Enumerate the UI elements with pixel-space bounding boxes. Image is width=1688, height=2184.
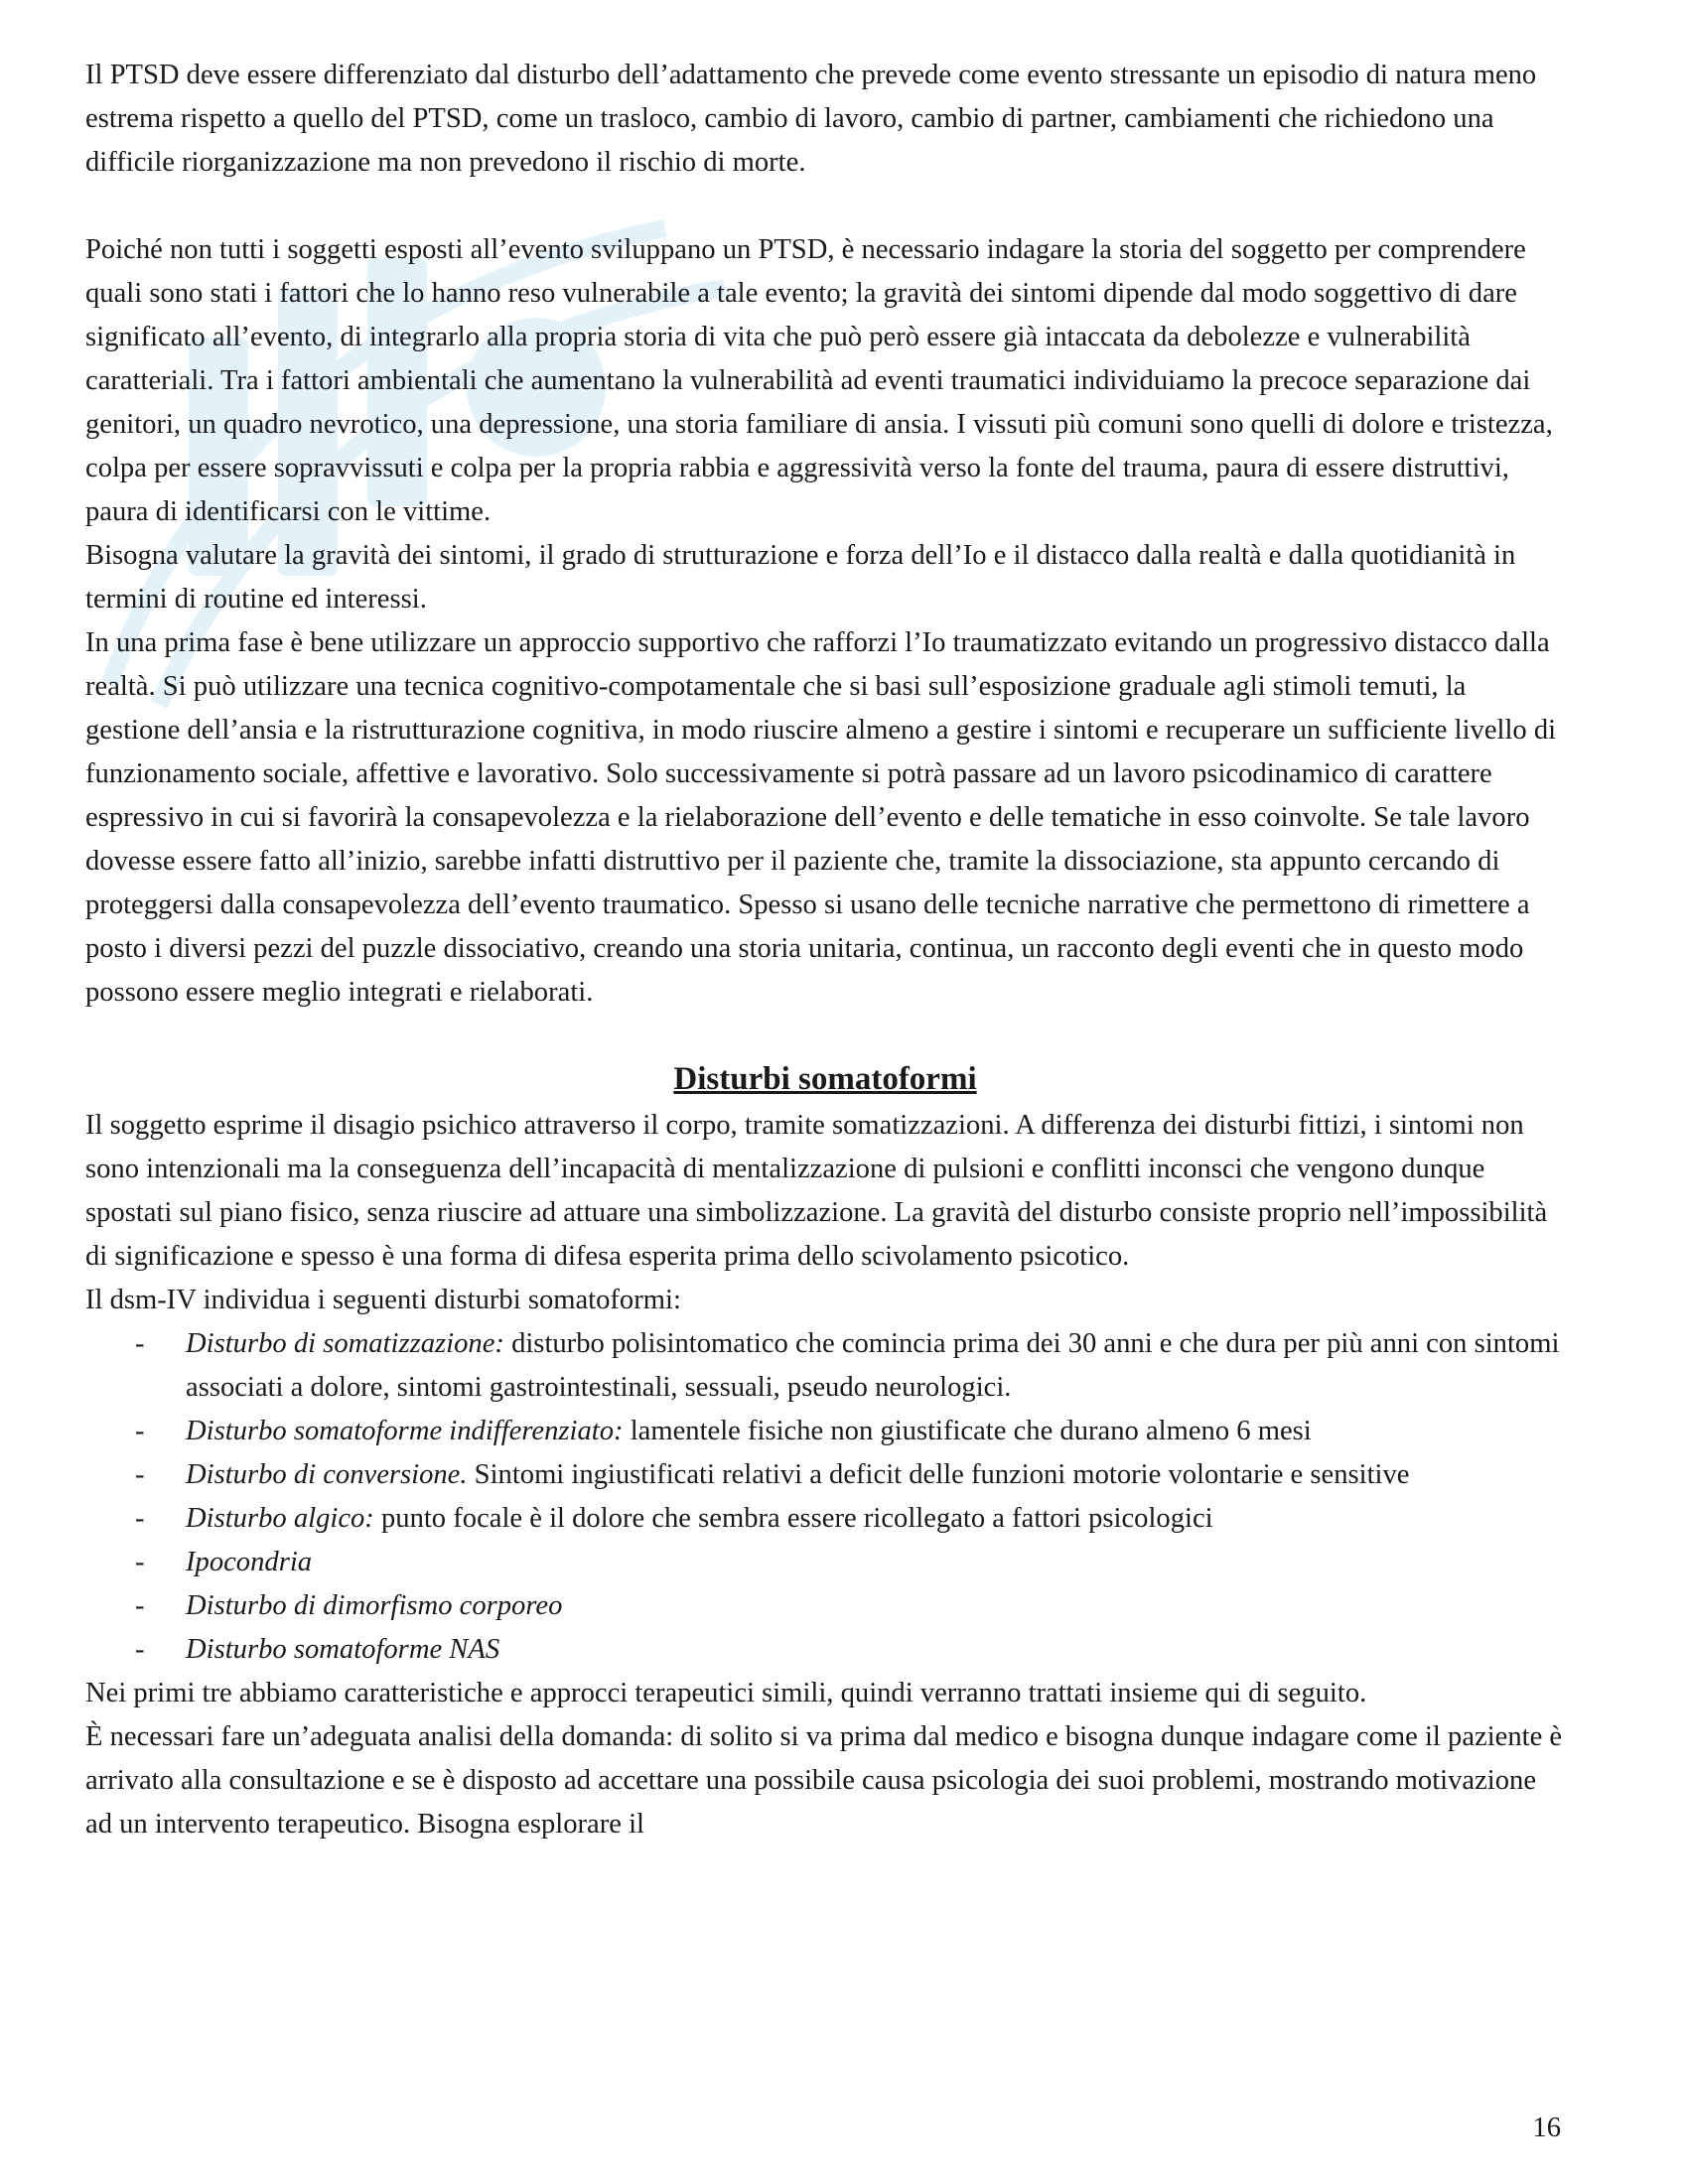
disorder-description: disturbo polisintomatico che comincia prima dei 30 anni e che dura per più anni con sintomi associati a dolore, sintomi gastrointestinali, sessuali, pseudo neurologici.: [186, 1328, 1560, 1403]
bullet-dash: -: [135, 1503, 145, 1534]
paragraph-vulnerability: Poiché non tutti i soggetti esposti all’evento sviluppano un PTSD, è necessario indagare la storia del soggetto per comprendere quali sono stati i fattori che lo hanno reso vulnerabile a tale evento; la gravità dei sintomi dipende dal modo soggettivo di dare significato all’evento, di integrarlo alla propria storia di vita che può però essere già intaccata da debolezze e vulnerabilità caratteriali. Tra i fattori ambientali che aumentano la vulnerabilità ad eventi traumatici individuiamo la precoce separazione dai genitori, un quadro nevrotico, una depressione, una storia familiare di ansia. I vissuti più comuni sono quelli di dolore e tristezza, colpa per essere sopravvissuti e colpa per la propria rabbia e aggressività verso la fonte del trauma, paura di essere distruttivi, paura di identificarsi con le vittime.: [85, 234, 1553, 527]
disorder-description: lamentele fisiche non giustificate che durano almeno 6 mesi: [623, 1416, 1312, 1446]
page-number: 16: [1532, 2113, 1561, 2143]
bullet-dash: -: [135, 1328, 145, 1359]
paragraph-assessment: Bisogna valutare la gravità dei sintomi, il grado di strutturazione e forza dell’Io e il distacco dalla realtà e dalla quotidianità in termini di routine ed interessi.: [85, 540, 1516, 614]
disorder-term: Disturbo somatoforme indifferenziato:: [186, 1416, 624, 1446]
bullet-dash: -: [135, 1459, 145, 1490]
list-item: [85, 1322, 1565, 1410]
list-item: [85, 1453, 1565, 1497]
list-item: [85, 1628, 1565, 1672]
paragraph-ptsd-differentiation: Il PTSD deve essere differenziato dal disturbo dell’adattamento che prevede come evento stressante un episodio di natura meno estrema rispetto a quello del PTSD, come un trasloco, cambio di lavoro, cambio di partner, cambiamenti che richiedono una difficile riorganizzazione ma non prevedono il rischio di morte.: [85, 60, 1537, 178]
section-spacer: [85, 1015, 1565, 1054]
paragraph-spacer: [85, 185, 1565, 228]
paragraph-demand-analysis: È necessari fare un’adeguata analisi della domanda: di solito si va prima dal medico e bisogna dunque indagare come il paziente è arrivato alla consultazione e se è disposto ad accettare una possibile causa psicologia dei suoi problemi, mostrando motivazione ad un intervento terapeutico. Bisogna esplorare il: [85, 1721, 1563, 1840]
bullet-dash: -: [135, 1634, 145, 1665]
list-item: [85, 1584, 1565, 1628]
disorder-term: Disturbo algico:: [186, 1503, 374, 1534]
disorder-term: Disturbo di somatizzazione:: [186, 1328, 504, 1359]
list-item: [85, 1541, 1565, 1584]
paragraph-somatoform-intro: Il soggetto esprime il disagio psichico attraverso il corpo, tramite somatizzazioni. A differenza dei disturbi fittizi, i sintomi non sono intenzionali ma la conseguenza dell’incapacità di mentalizzazione di pulsioni e conflitti inconsci che vengono dunque spostati sul piano fisico, senza riuscire ad attuare una simbolizzazione. La gravità del disturbo consiste proprio nell’impossibilità di significazione e spesso è una forma di difesa esperita prima dello scivolamento psicotico.: [85, 1110, 1548, 1272]
list-item: [85, 1497, 1565, 1541]
disorder-description: punto focale è il dolore che sembra essere ricollegato a fattori psicologici: [373, 1503, 1213, 1534]
paragraph-treatment: In una prima fase è bene utilizzare un approccio supportivo che rafforzi l’Io traumatizzato evitando un progressivo distacco dalla realtà. Si può utilizzare una tecnica cognitivo-compotamentale che si basi sull’esposizione graduale agli stimoli temuti, la gestione dell’ansia e la ristrutturazione cognitiva, in modo riuscire almeno a gestire i sintomi e recuperare un sufficiente livello di funzionamento sociale, affettive e lavorativo. Solo successivamente si potrà passare ad un lavoro psicodinamico di carattere espressivo in cui si favorirà la consapevolezza e la rielaborazione dell’evento e delle tematiche in esso coinvolte. Se tale lavoro dovesse essere fatto all’inizio, sarebbe infatti distruttivo per il paziente che, tramite la dissociazione, sta appunto cercando di proteggersi dalla consapevolezza dell’evento traumatico. Spesso si usano delle tecniche narrative che permettono di rimettere a posto i diversi pezzi del puzzle dissociativo, creando una storia unitaria, continua, un racconto degli eventi che in questo modo possono essere meglio integrati e rielaborati.: [85, 627, 1557, 1008]
disorder-term: Disturbo somatoforme NAS: [186, 1634, 500, 1665]
section-title: Disturbi somatoformi: [673, 1061, 977, 1097]
disorder-list: [85, 1322, 1565, 1672]
disorder-term: Disturbo di conversione.: [186, 1459, 468, 1490]
disorder-description: Sintomi ingiustificati relativi a deficit delle funzioni motorie volontarie e sensitive: [467, 1459, 1410, 1490]
document-body: [85, 54, 1565, 1846]
paragraph-dsm-intro: Il dsm-IV individua i seguenti disturbi somatoformi:: [85, 1285, 681, 1315]
bullet-dash: -: [135, 1416, 145, 1446]
paragraph-first-three: Nei primi tre abbiamo caratteristiche e approcci terapeutici simili, quindi verranno trattati insieme qui di seguito.: [85, 1678, 1367, 1708]
bullet-dash: -: [135, 1547, 145, 1577]
disorder-term: Ipocondria: [186, 1547, 313, 1577]
disorder-term: Disturbo di dimorfismo corporeo: [186, 1590, 563, 1621]
bullet-dash: -: [135, 1590, 145, 1621]
list-item: [85, 1410, 1565, 1453]
